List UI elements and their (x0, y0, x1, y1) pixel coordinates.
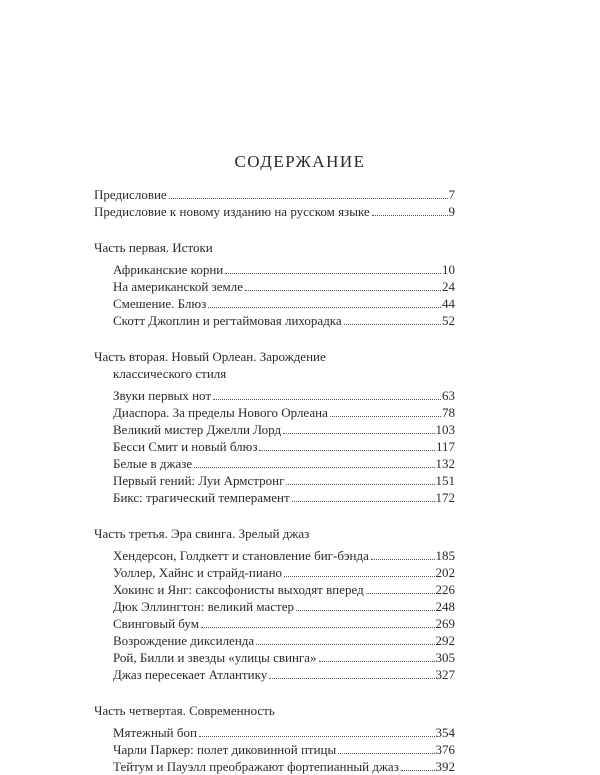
toc-entry[interactable] (94, 455, 455, 472)
dot-leader (319, 661, 435, 662)
entry-title: Белые в джазе (113, 456, 193, 471)
entry-title: Джаз пересекает Атлантику (113, 667, 268, 682)
entry-title: Хендерсон, Голдкетт и становление биг-бэнда (113, 548, 369, 563)
part-title: Часть первая. Истоки (94, 240, 213, 255)
dot-leader (296, 610, 435, 611)
toc-entry-preface[interactable] (94, 186, 455, 203)
dot-leader (283, 433, 434, 434)
entry-page: 185 (435, 548, 455, 563)
toc-entry[interactable] (94, 758, 455, 775)
dot-leader (259, 450, 435, 451)
entry-title: Предисловие (94, 187, 167, 202)
entry-title: Тейтум и Пауэлл преображают фортепианный джаз (113, 759, 399, 774)
dot-leader (286, 484, 434, 485)
part-title: Часть третья. Эра свинга. Зрелый джаз (94, 526, 310, 541)
entry-page: 9 (448, 204, 455, 219)
entry-title: Скотт Джоплин и регтаймовая лихорадка (113, 313, 342, 328)
entry-title: Рой, Билли и звезды «улицы свинга» (113, 650, 317, 665)
dot-leader (338, 753, 434, 754)
toc-entry[interactable] (94, 547, 455, 564)
entry-page: 103 (435, 422, 455, 437)
entry-page: 376 (435, 742, 455, 757)
entry-page: 52 (442, 313, 455, 328)
chapter-list (94, 547, 455, 683)
toc-entry[interactable] (94, 404, 455, 421)
front-matter (94, 186, 455, 220)
entry-page: 7 (448, 187, 455, 202)
toc-entry[interactable] (94, 278, 455, 295)
entry-title: Хокинс и Янг: саксофонисты выходят вперед (113, 582, 364, 597)
entry-title: Звуки первых нот (113, 388, 212, 403)
toc-entry[interactable] (94, 649, 455, 666)
entry-page: 10 (442, 262, 455, 277)
entry-page: 202 (435, 565, 455, 580)
entry-title: Диаспора. За пределы Нового Орлеана (113, 405, 328, 420)
entry-title: Уоллер, Хайнс и страйд-пиано (113, 565, 283, 580)
entry-title: Бикс: трагический темперамент (113, 490, 290, 505)
entry-page: 269 (435, 616, 455, 631)
dot-leader (208, 307, 441, 308)
entry-title: Дюк Эллингтон: великий мастер (113, 599, 294, 614)
toc-entry[interactable] (94, 666, 455, 683)
entry-page: 248 (435, 599, 455, 614)
toc-entry[interactable] (94, 421, 455, 438)
dot-leader (225, 273, 441, 274)
entry-page: 24 (442, 279, 455, 294)
entry-title: Бесси Смит и новый блюз (113, 439, 258, 454)
part-title: Часть четвертая. Современность (94, 703, 275, 718)
dot-leader (371, 559, 435, 560)
part-1 (94, 239, 455, 329)
toc-entry-preface-new-edition[interactable] (94, 203, 455, 220)
entry-title: Чарли Паркер: полет диковинной птицы (113, 742, 337, 757)
dot-leader (330, 416, 441, 417)
dot-leader (201, 627, 435, 628)
toc-entry[interactable] (94, 598, 455, 615)
dot-leader (284, 576, 434, 577)
entry-page: 172 (435, 490, 455, 505)
toc-entry[interactable] (94, 564, 455, 581)
toc-entry[interactable] (94, 472, 455, 489)
dot-leader (372, 215, 448, 216)
toc-entry[interactable] (94, 615, 455, 632)
toc-entry[interactable] (94, 724, 455, 741)
toc-entry[interactable] (94, 295, 455, 312)
entry-page: 226 (435, 582, 455, 597)
toc-entry[interactable] (94, 438, 455, 455)
dot-leader (344, 324, 441, 325)
chapter-list (94, 387, 455, 506)
toc-entry[interactable] (94, 312, 455, 329)
toc-entry[interactable] (94, 387, 455, 404)
entry-title: Первый гений: Луи Армстронг (113, 473, 285, 488)
entry-page: 392 (435, 759, 455, 774)
entry-title: Возрождение диксиленда (113, 633, 255, 648)
part-3 (94, 525, 455, 683)
entry-page: 305 (435, 650, 455, 665)
dot-leader (269, 678, 434, 679)
entry-page: 117 (435, 439, 455, 454)
part-title-line-2: классического стиля (113, 366, 227, 381)
entry-page: 292 (435, 633, 455, 648)
toc-heading: СОДЕРЖАНИЕ (234, 152, 366, 171)
dot-leader (194, 467, 434, 468)
entry-title: На американской земле (113, 279, 243, 294)
dot-leader (292, 501, 435, 502)
entry-page: 44 (442, 296, 455, 311)
part-title-line-1: Часть вторая. Новый Орлеан. Зарождение (94, 349, 326, 364)
entry-page: 151 (435, 473, 455, 488)
entry-title: Свинговый бум (113, 616, 199, 631)
dot-leader (245, 290, 441, 291)
entry-page: 327 (435, 667, 455, 682)
entry-title: Смешение. Блюз (113, 296, 207, 311)
entry-page: 78 (442, 405, 455, 420)
toc-entry[interactable] (94, 489, 455, 506)
entry-title: Мятежный боп (113, 725, 197, 740)
chapter-list (94, 261, 455, 329)
entry-page: 63 (442, 388, 455, 403)
table-of-contents (94, 186, 455, 775)
dot-leader (213, 399, 441, 400)
dot-leader (366, 593, 435, 594)
dot-leader (199, 736, 435, 737)
entry-title: Великий мистер Джелли Лорд (113, 422, 282, 437)
part-4 (94, 702, 455, 775)
entry-title: Предисловие к новому изданию на русском языке (94, 204, 370, 219)
toc-entry[interactable] (94, 632, 455, 649)
dot-leader (401, 770, 435, 771)
toc-entry[interactable] (94, 261, 455, 278)
entry-page: 132 (435, 456, 455, 471)
entry-title: Африканские корни (113, 262, 224, 277)
part-2 (94, 348, 455, 506)
toc-entry[interactable] (94, 581, 455, 598)
entry-page: 354 (435, 725, 455, 740)
dot-leader (256, 644, 434, 645)
dot-leader (169, 198, 448, 199)
